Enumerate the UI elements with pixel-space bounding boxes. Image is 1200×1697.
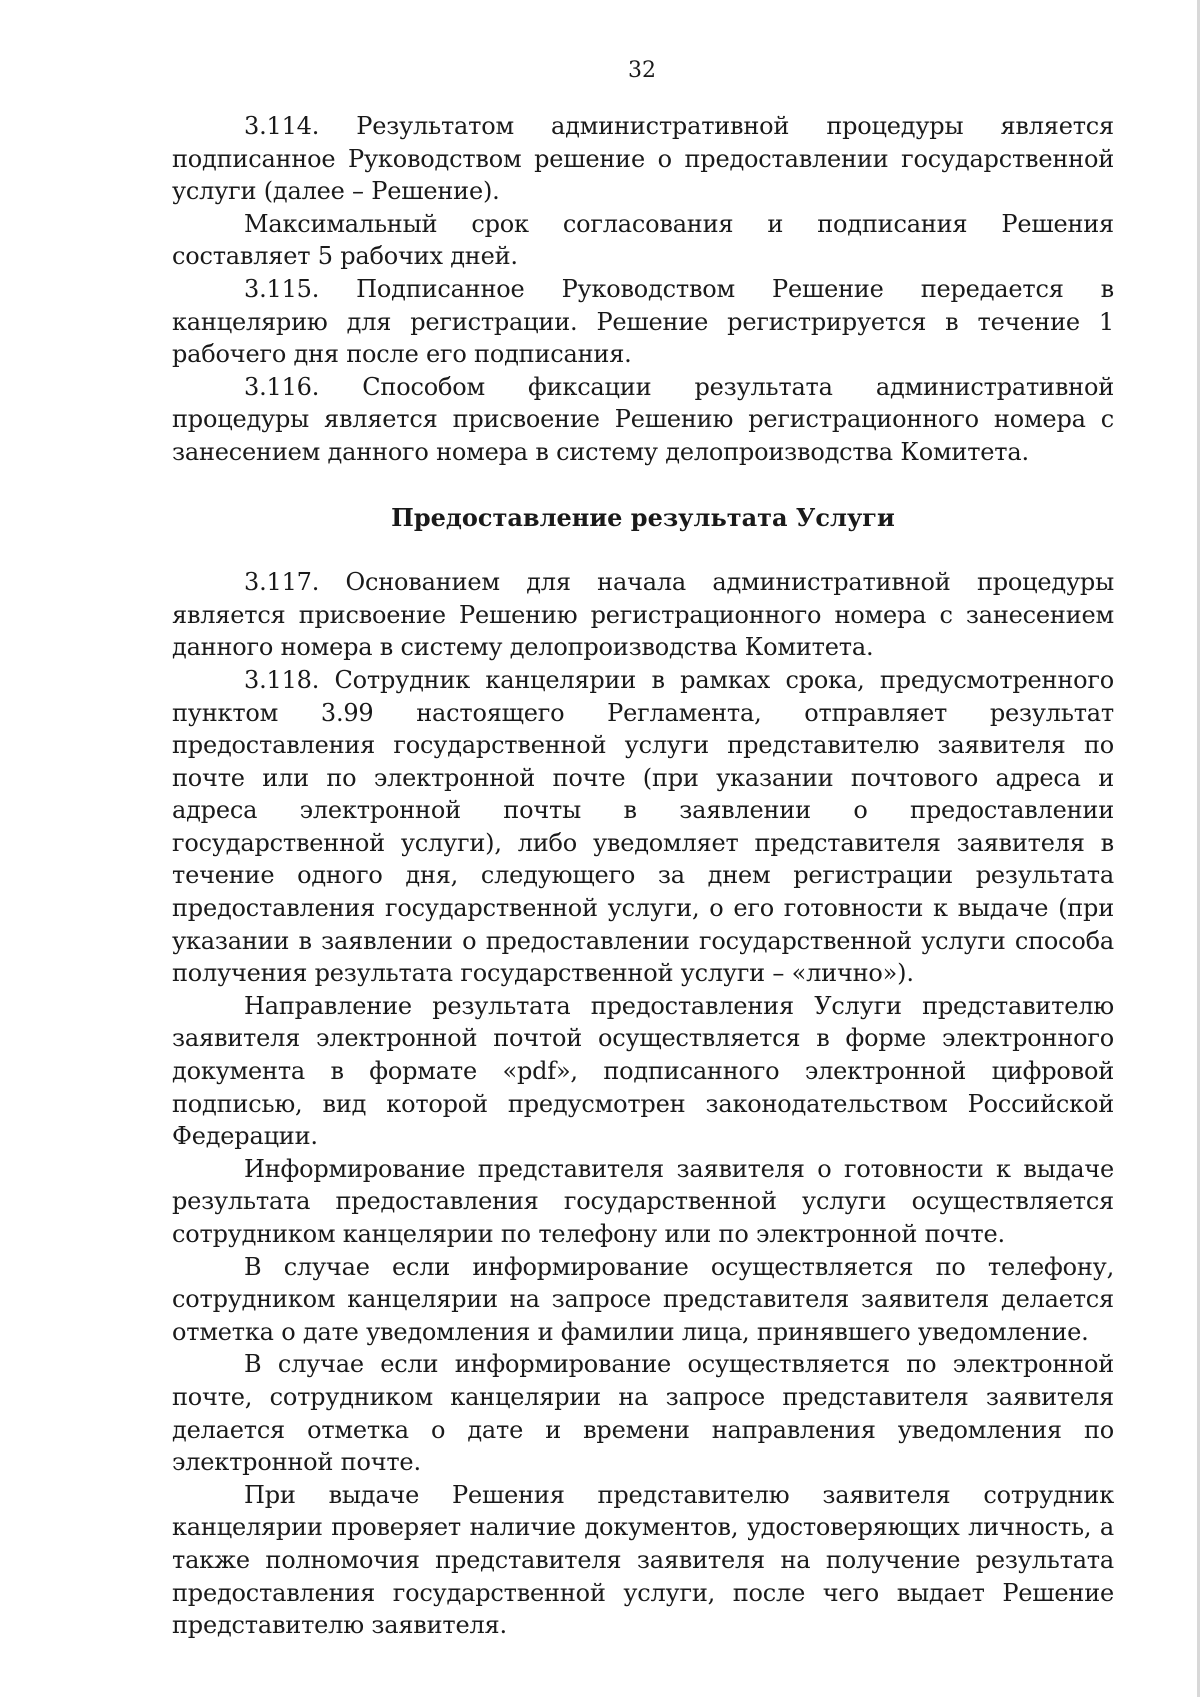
paragraph-email-notice: В случае если информирование осуществляется по электронной почте, сотрудником канцелярии на запросе представителя заявителя делается отметка о дате и времени направления уведомления по электронной почте.: [172, 1350, 1114, 1477]
paragraph-phone-notice: В случае если информирование осуществляется по телефону, сотрудником канцелярии на запросе представителя заявителя делается отметка о дате уведомления и фамилии лица, принявшего уведомление.: [172, 1252, 1114, 1346]
paragraph-3-115: 3.115. Подписанное Руководством Решение передается в канцелярию для регистрации. Решение регистрируется в течение 1 рабочего дня после его подписания.: [172, 274, 1114, 369]
paragraph-email-delivery: Направление результата предоставления Услуги представителю заявителя электронной почтой осуществляется в форме электронного документа в формате «pdf», подписанного электронной цифровой подписью, вид которой предусмотрен законодательством Российской Федерации.: [172, 991, 1114, 1151]
paragraph-approval-deadline: Максимальный срок согласования и подписания Решения составляет 5 рабочих дней.: [172, 209, 1114, 271]
page-number: 32: [628, 58, 656, 83]
document-body: [172, 110, 1114, 1642]
paragraph-readiness-notice: Информирование представителя заявителя о готовности к выдаче результата предоставления государственной услуги осуществляется сотрудником канцелярии по телефону или по электронной почте.: [172, 1154, 1114, 1248]
paragraph-decision-issuance: При выдаче Решения представителю заявителя сотрудник канцелярии проверяет наличие документов, удостоверяющих личность, а также полномочия представителя заявителя на получение результата предоставления государственной услуги, после чего выдает Решение представителю заявителя.: [172, 1480, 1114, 1640]
paragraph-3-117: 3.117. Основанием для начала административной процедуры является присвоение Решению регистрационного номера с занесением данного номера в систему делопроизводства Комитета.: [172, 568, 1114, 662]
section-heading: Предоставление результата Услуги: [391, 502, 895, 532]
paragraph-3-114: 3.114. Результатом административной процедуры является подписанное Руководством решение о предоставлении государственной услуги (далее – Решение).: [172, 112, 1114, 206]
paragraph-3-118: 3.118. Сотрудник канцелярии в рамках срока, предусмотренного пунктом 3.99 настоящего Регламента, отправляет результат предоставления государственной услуги представителю заявителя по почте или по электронной почте (при указании почтового адреса и адреса электронной почты в заявлении о предоставлении государственной услуги), либо уведомляет представителя заявителя в течение одного дня, следующего за днем регистрации результата предоставления государственной услуги, о его готовности к выдаче (при указании в заявлении о предоставлении государственной услуги способа получения результата государственной услуги – «лично»).: [172, 665, 1114, 988]
paragraph-3-116: 3.116. Способом фиксации результата административной процедуры является присвоение Решению регистрационного номера с занесением данного номера в систему делопроизводства Комитета.: [172, 372, 1114, 466]
